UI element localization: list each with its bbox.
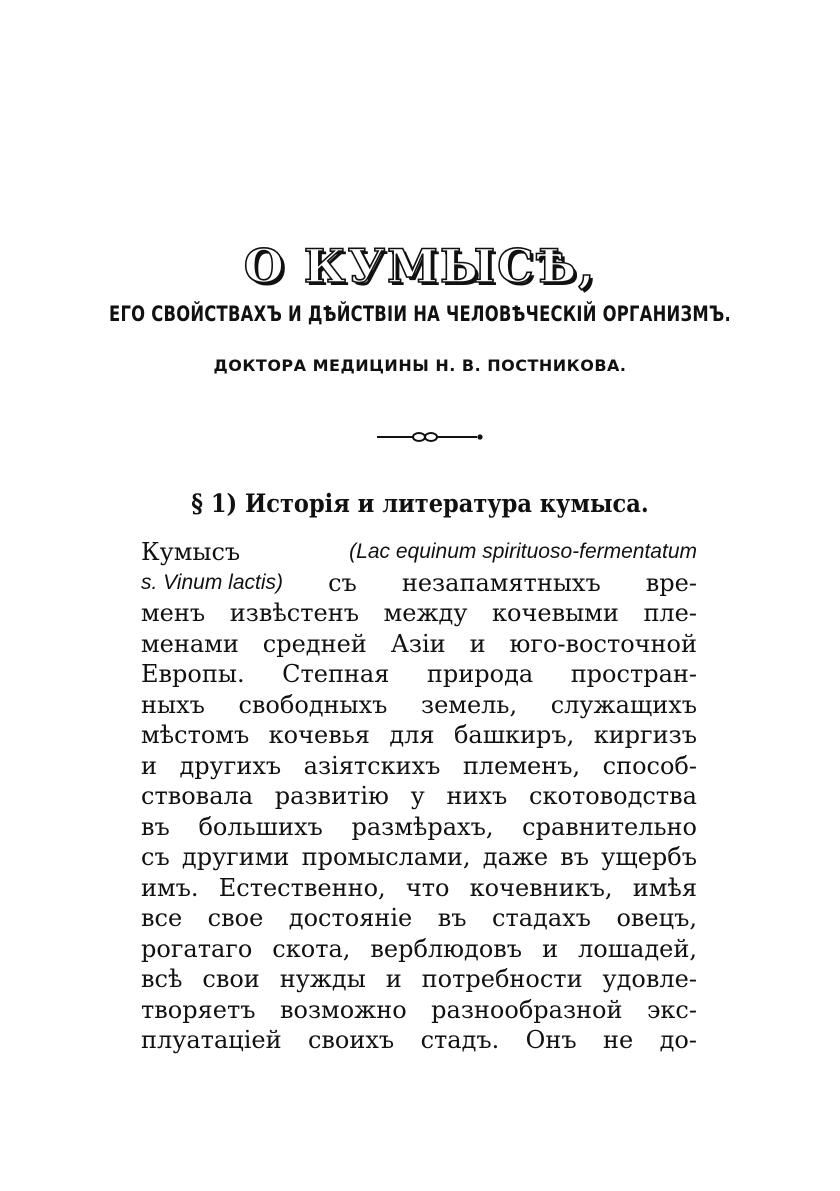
text-word: въ [141, 812, 170, 841]
text-word: рогатаго [141, 934, 253, 963]
text-word: верблюдовъ [370, 934, 523, 963]
text-word: другими [181, 843, 290, 871]
latin-phrase: s. Vinum lactis) [141, 570, 283, 594]
text-word: природа [426, 660, 534, 688]
text-word: скотоводства [529, 782, 697, 810]
text-word: другихъ [179, 751, 282, 780]
text-word: до- [659, 1026, 697, 1054]
subtitle: ЕГО СВОЙСТВАХЪ И ДѢЙСТВІИ НА ЧЕЛОВѢЧЕСКІЙ ОРГАНИЗМЪ. [109, 302, 731, 326]
text-word: ущербъ [601, 843, 697, 871]
text-line [141, 934, 697, 965]
latin-phrase: (Lac equinum spirituoso-fermentatum [349, 540, 697, 563]
text-word: достояніе [288, 904, 413, 932]
text-line [141, 537, 697, 568]
text-word: стадахъ [492, 904, 591, 932]
text-word: мѣстомъ [141, 721, 250, 749]
page-title: О КУМЫСѢ, [243, 239, 597, 293]
text-word: Онъ [525, 1026, 577, 1054]
body-text [141, 537, 697, 1056]
text-word: Естественно, [218, 873, 386, 902]
text-word: простран- [570, 660, 697, 688]
text-word: разнообразной [431, 995, 623, 1024]
text-word: кочевья [268, 721, 370, 749]
text-line [141, 751, 697, 782]
text-line [141, 812, 697, 843]
text-word: для [389, 721, 435, 749]
text-word: башкиръ, [453, 721, 575, 749]
text-word: Европы. [141, 660, 245, 688]
text-word: творяетъ [141, 995, 256, 1024]
text-line [141, 842, 697, 873]
text-line [141, 873, 697, 904]
text-line [141, 781, 697, 812]
text-word: кочевыми [492, 599, 619, 627]
text-line [141, 720, 697, 751]
text-word: вре- [645, 568, 697, 597]
text-word: нужды [279, 965, 366, 993]
ornament-divider [375, 429, 485, 445]
text-word: не [603, 1026, 634, 1054]
text-line [141, 1025, 697, 1056]
text-word: сравнительно [522, 812, 697, 841]
text-word: удовле- [602, 965, 697, 993]
text-word: между [383, 599, 468, 627]
text-word: нихъ [446, 782, 508, 810]
text-word: Степная [282, 660, 390, 688]
text-word: скота, [272, 934, 351, 963]
text-word: съ [328, 568, 357, 597]
text-word: потребности [421, 965, 583, 993]
text-word: большихъ [198, 812, 323, 841]
text-line [141, 629, 697, 660]
text-word: въ [437, 904, 467, 932]
text-word: киргизъ [593, 721, 697, 749]
text-word: менами [141, 629, 239, 658]
text-line [141, 568, 697, 599]
text-word: племенъ, [462, 751, 581, 780]
text-word: юго-восточной [509, 629, 697, 658]
text-word: Азіи [390, 629, 446, 658]
text-word: лошадей, [578, 934, 697, 963]
text-word: размѣрахъ, [351, 812, 494, 841]
text-word: кочевникъ, [469, 873, 613, 902]
text-word: своихъ [307, 1026, 395, 1054]
text-word: имъ. [141, 873, 199, 902]
text-word: плуатаціей [141, 1026, 282, 1054]
text-word: менъ [141, 599, 206, 627]
text-line [141, 659, 697, 690]
text-word: способ- [602, 751, 697, 780]
text-word: у [410, 782, 425, 810]
text-word: экс- [646, 995, 697, 1024]
text-word: промыслами, [301, 843, 471, 871]
text-word: свободныхъ [238, 690, 388, 719]
text-word: и [542, 934, 559, 963]
text-word: азіятскихъ [303, 751, 441, 780]
text-line [141, 690, 697, 721]
text-word: средней [262, 629, 367, 658]
text-word: свое [207, 904, 264, 932]
text-word: съ [141, 843, 170, 871]
text-word: Кумысъ [141, 538, 241, 566]
text-word: ныхъ [141, 690, 205, 719]
text-word: свои [202, 965, 260, 993]
text-word: и [469, 629, 486, 658]
text-word: развитію [274, 782, 389, 810]
text-word: служащихъ [550, 690, 697, 719]
text-word: имѣя [632, 873, 697, 902]
text-word: что [405, 873, 450, 902]
text-word: земель, [421, 690, 518, 719]
text-word: стадъ. [420, 1026, 500, 1054]
text-word: въ [560, 843, 590, 871]
text-line [141, 903, 697, 934]
text-line [141, 598, 697, 629]
text-word: пле- [643, 599, 697, 627]
text-word: и [385, 965, 402, 993]
section-heading: § 1) Исторія и литература кумыса. [191, 489, 649, 518]
text-word: и [141, 751, 157, 780]
text-word: даже [482, 843, 549, 871]
text-word: незапамятныхъ [401, 568, 601, 597]
text-word: все [141, 904, 183, 932]
text-word: овецъ, [616, 904, 697, 932]
text-word: ствовала [141, 782, 254, 810]
author-line: ДОКТОРА МЕДИЦИНЫ Н. В. ПОСТНИКОВА. [213, 356, 627, 375]
text-line [141, 995, 697, 1026]
text-line [141, 964, 697, 995]
text-word: всѣ [141, 965, 183, 993]
text-word: возможно [279, 995, 407, 1024]
text-word: извѣстенъ [229, 599, 359, 627]
